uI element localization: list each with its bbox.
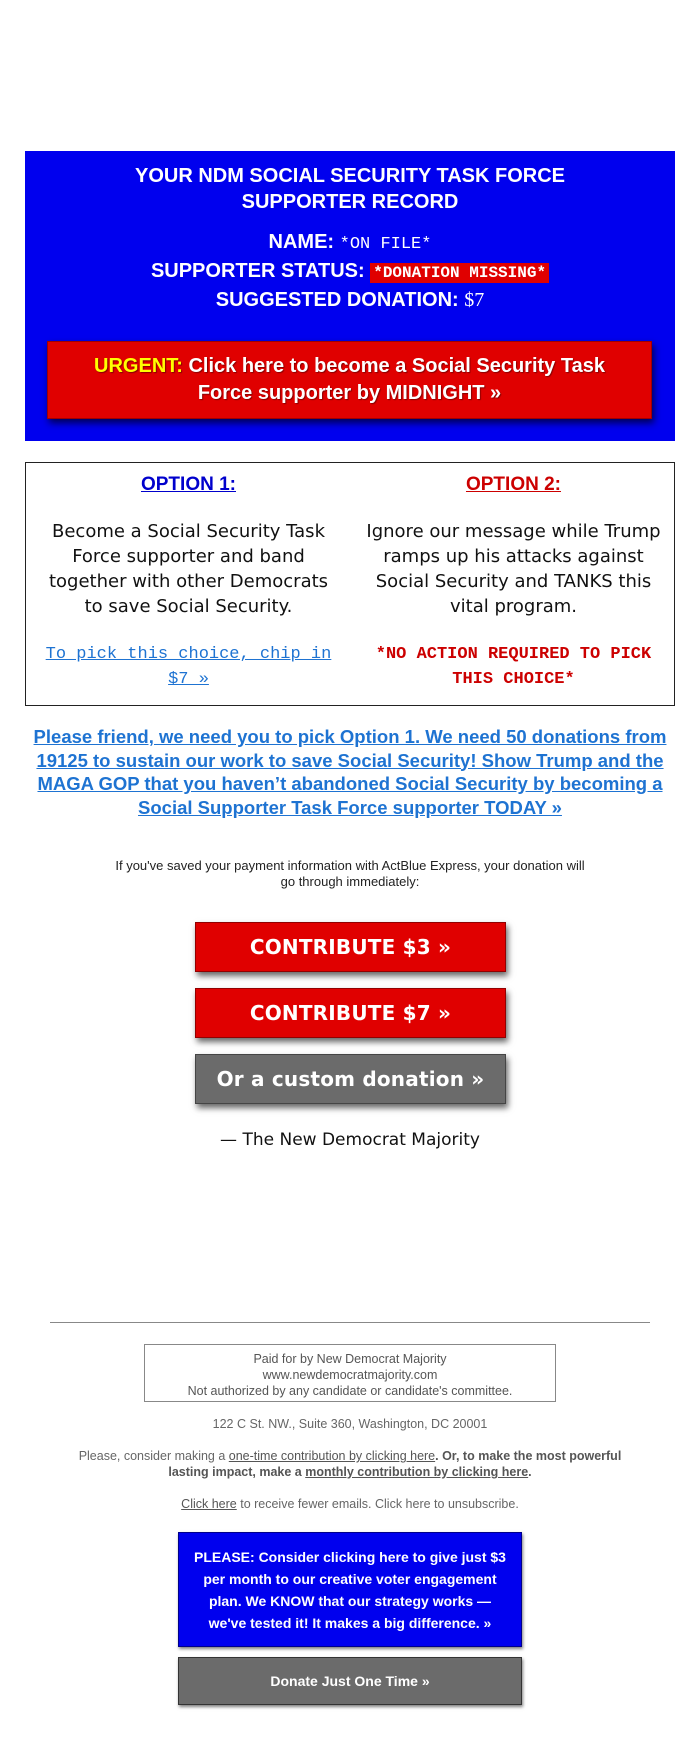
suggested-row [25,287,675,314]
urgent-text: Click here to become a Social Security Task Force supporter by MIDNIGHT » [188,355,605,404]
status-badge: *DONATION MISSING* [370,263,549,283]
custom-donation-button[interactable]: Or a custom donation » [195,1054,506,1104]
record-title-line2: SUPPORTER RECORD [241,191,459,213]
supporter-record-panel [25,151,675,441]
record-fields [25,229,675,314]
website-text: www.newdemocratmajority.com [262,1368,438,1382]
contribute-7-button[interactable]: CONTRIBUTE $7 » [195,988,506,1038]
consider-prefix: Please, consider making a [78,1449,229,1463]
signoff: — The New Democrat Majority [220,1130,480,1150]
monthly-link[interactable]: monthly contribution by clicking here [305,1465,529,1479]
paid-for-text: Paid for by New Democrat Majority [253,1352,447,1366]
name-value: *ON FILE* [339,235,432,254]
option-2-note: *NO ACTION REQUIRED TO PICK THIS CHOICE* [375,645,652,689]
address: 122 C St. NW., Suite 360, Washington, DC 20001 [212,1417,488,1431]
contribute-3-button[interactable]: CONTRIBUTE $3 » [195,922,506,972]
consider-end: . [528,1465,532,1479]
option-1-heading: OPTION 1: [140,474,236,495]
status-label: SUPPORTER STATUS: [150,260,365,282]
option-2-heading: OPTION 2: [465,474,561,495]
footer-divider [50,1322,650,1323]
option-1-link[interactable]: To pick this choice, chip in $7 » [45,645,332,689]
option-1 [26,463,351,692]
paid-for-box [144,1344,556,1402]
name-row [25,229,675,258]
fewer-emails-link[interactable]: Click here [181,1497,237,1511]
urgent-button[interactable] [47,341,652,419]
monthly-donation-button[interactable]: PLEASE: Consider clicking here to give just $3 per month to our creative voter engagement plan. We KNOW that our strategy works — we've tested it! It makes a big difference. » [178,1532,522,1647]
actblue-express-note: If you've saved your payment information with ActBlue Express, your donation will go through immediately: [115,858,585,889]
option-1-body: Become a Social Security Task Force supporter and band together with other Democrats to save Social Security. [48,521,329,617]
name-label: NAME: [268,231,335,253]
suggested-value: $7 [464,289,485,311]
urgent-prefix: URGENT: [94,355,183,377]
suggested-label: SUGGESTED DONATION: [215,289,459,311]
donate-once-button[interactable]: Donate Just One Time » [178,1657,522,1705]
not-authorized-text: Not authorized by any candidate or candidate's committee. [187,1384,513,1398]
record-title-line1: YOUR NDM SOCIAL SECURITY TASK FORCE [134,165,566,187]
one-time-link[interactable]: one-time contribution by clicking here [228,1449,436,1463]
option-2-body: Ignore our message while Trump ramps up his attacks against Social Security and TANKS this vital program. [366,521,661,617]
options-box [25,462,675,706]
email-preferences [60,1496,640,1512]
contribution-note [70,1448,630,1480]
status-row [25,258,675,287]
plea-link[interactable]: Please friend, we need you to pick Option 1. We need 50 donations from 19125 to sustain our work to save Social Security! Show Trump and the MAGA GOP that you haven’t abandoned Social Security by becoming a Social Supporter Task Force supporter TODAY » [33,726,667,818]
record-title [25,163,675,215]
consider-mid: . Or, to make the most powerful lasting impact, make a [168,1449,622,1479]
option-2 [351,463,676,692]
fewer-emails-text: to receive fewer emails. Click here to unsubscribe. [236,1497,519,1511]
